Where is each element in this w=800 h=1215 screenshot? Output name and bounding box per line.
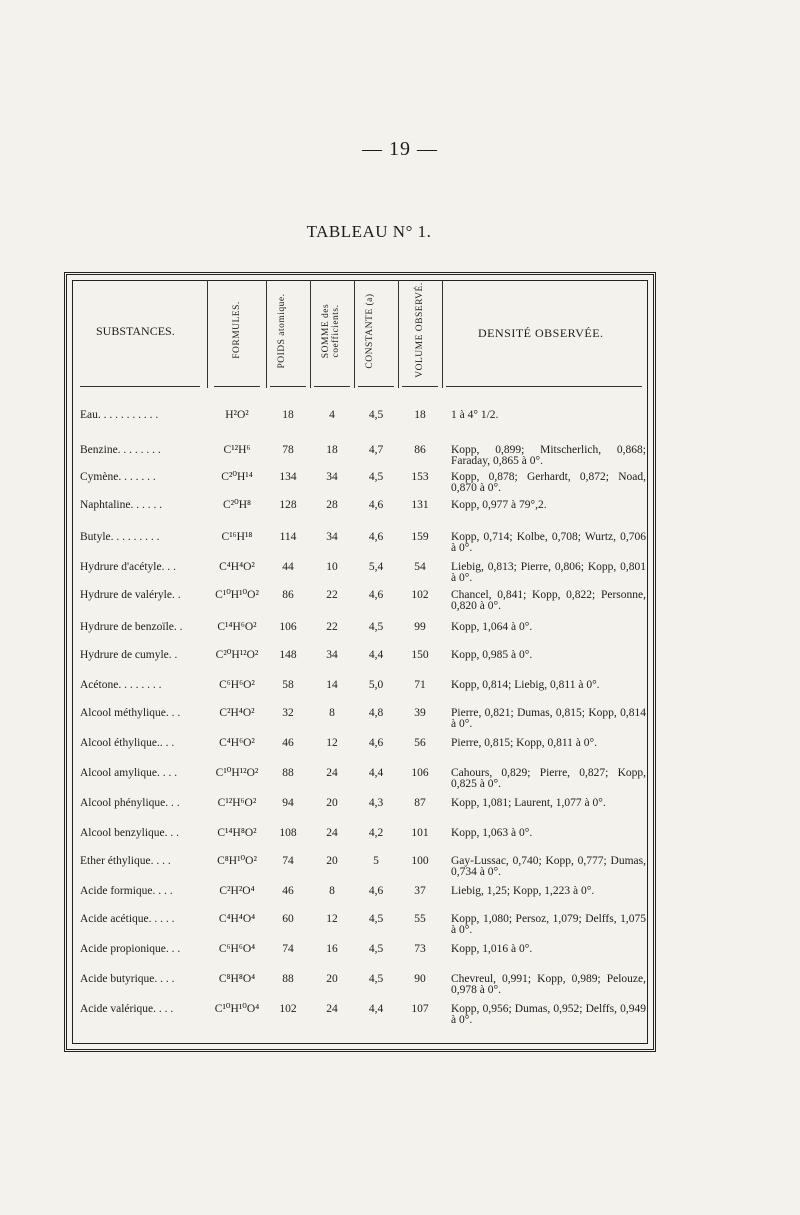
constante-cell: 4,7 (368, 444, 384, 456)
formula-cell: C⁶H⁶O² (219, 679, 255, 691)
formula-cell: C⁴H⁴O⁴ (218, 913, 256, 925)
densite-cell: Kopp, 0,977 à 79°,2. (451, 499, 547, 511)
formula-cell: C¹⁴H⁶O² (217, 621, 257, 633)
table-row (0, 914, 800, 946)
substance-name: Hydrure de cumyle. . (80, 650, 178, 661)
volume-cell: 56 (414, 737, 426, 749)
formula-cell: C⁴H⁴O² (219, 561, 255, 573)
somme-cell: 20 (326, 973, 338, 985)
densite-cell: Liebig, 1,25; Kopp, 1,223 à 0°. (451, 885, 595, 897)
formula-cell: C¹⁶H¹⁸ (221, 531, 253, 543)
densite-cell: Chevreul, 0,991; Kopp, 0,989; Pelouze, 0,978 à 0°. (451, 973, 646, 996)
somme-cell: 4 (329, 409, 335, 421)
formula-cell: C¹⁰H¹²O² (215, 767, 259, 779)
poids-cell: 94 (282, 797, 294, 809)
volume-cell: 153 (411, 471, 429, 483)
formula-cell: C⁴H⁶O² (219, 737, 255, 749)
poids-cell: 60 (282, 913, 294, 925)
poids-cell: 88 (282, 767, 294, 779)
somme-cell: 16 (326, 943, 338, 955)
constante-cell: 4,5 (368, 471, 384, 483)
formula-cell: C²H²O⁴ (219, 885, 255, 897)
constante-cell: 5 (373, 855, 379, 867)
formula-cell: C²H⁴O² (219, 707, 255, 719)
poids-cell: 32 (282, 707, 294, 719)
poids-cell: 78 (282, 444, 294, 456)
poids-cell: 74 (282, 943, 294, 955)
poids-cell: 88 (282, 973, 294, 985)
volume-cell: 54 (414, 561, 426, 573)
formula-cell: C¹²H⁶O² (217, 797, 257, 809)
substance-name: Acide valérique. . . . (80, 1004, 174, 1015)
table-row (0, 974, 800, 1006)
constante-cell: 5,0 (368, 679, 384, 691)
somme-cell: 24 (326, 767, 338, 779)
page-number: — 19 — (362, 138, 438, 160)
volume-cell: 87 (414, 797, 426, 809)
densite-cell: Kopp, 0,714; Kolbe, 0,708; Wurtz, 0,706 à 0°. (451, 531, 646, 554)
substance-name: Naphtaline. . . . . . (80, 500, 163, 511)
poids-cell: 46 (282, 737, 294, 749)
substance-name: Acide acétique. . . . . (80, 914, 175, 925)
volume-cell: 100 (411, 855, 429, 867)
somme-cell: 28 (326, 499, 338, 511)
table-row (0, 500, 800, 532)
table-row (0, 856, 800, 888)
formula-cell: C¹⁰H¹⁰O² (215, 589, 259, 601)
poids-cell: 114 (279, 531, 297, 543)
somme-cell: 10 (326, 561, 338, 573)
poids-cell: 106 (279, 621, 297, 633)
header-constante: CONSTANTE (a) (365, 293, 375, 369)
densite-cell: Kopp, 1,016 à 0°. (451, 943, 533, 955)
somme-cell: 22 (326, 589, 338, 601)
volume-cell: 86 (414, 444, 426, 456)
somme-cell: 14 (326, 679, 338, 691)
poids-cell: 134 (279, 471, 297, 483)
somme-cell: 12 (326, 737, 338, 749)
densite-cell: Kopp, 0,985 à 0°. (451, 649, 533, 661)
constante-cell: 4,5 (368, 621, 384, 633)
formula-cell: H²O² (225, 409, 249, 421)
column-divider (354, 280, 355, 388)
volume-cell: 18 (414, 409, 426, 421)
table-row (0, 944, 800, 976)
substance-name: Eau. . . . . . . . . . . (80, 410, 159, 421)
volume-cell: 99 (414, 621, 426, 633)
substance-name: Éther éthylique. . . . (80, 856, 171, 867)
densite-cell: Kopp, 0,956; Dumas, 0,952; Delffs, 0,949 à 0°. (451, 1003, 646, 1026)
constante-cell: 4,6 (368, 737, 384, 749)
formula-cell: C⁶H⁶O⁴ (218, 943, 256, 955)
substance-name: Butyle. . . . . . . . . (80, 532, 160, 543)
constante-cell: 4,4 (368, 1003, 384, 1015)
header-somme: SOMME des coefficients. (321, 303, 341, 359)
header-formules: FORMULES. (232, 301, 242, 359)
volume-cell: 90 (414, 973, 426, 985)
formula-cell: C¹²H⁶ (223, 444, 251, 456)
somme-cell: 18 (326, 444, 338, 456)
constante-cell: 4,3 (368, 797, 384, 809)
poids-cell: 74 (282, 855, 294, 867)
formula-cell: C⁸H¹⁰O² (217, 855, 257, 867)
somme-cell: 8 (329, 707, 335, 719)
volume-cell: 39 (414, 707, 426, 719)
constante-cell: 4,6 (368, 589, 384, 601)
formula-cell: C²⁰H¹⁴ (221, 471, 253, 483)
volume-cell: 107 (411, 1003, 429, 1015)
constante-cell: 4,5 (368, 943, 384, 955)
volume-cell: 73 (414, 943, 426, 955)
volume-cell: 131 (411, 499, 429, 511)
table-row (0, 708, 800, 740)
substance-name: Benzine. . . . . . . . (80, 445, 161, 456)
volume-cell: 159 (411, 531, 429, 543)
somme-cell: 8 (329, 885, 335, 897)
densite-cell: Kopp, 0,899; Mitscherlich, 0,868; Faraday, 0,865 à 0°. (451, 444, 646, 467)
column-divider (442, 280, 443, 388)
header-poids: POIDS atomique. (277, 293, 287, 369)
poids-cell: 86 (282, 589, 294, 601)
volume-cell: 55 (414, 913, 426, 925)
substance-name: Acide formique. . . . (80, 886, 173, 897)
table-row (0, 590, 800, 622)
substance-name: Hydrure de valéryle. . (80, 590, 181, 601)
table-row (0, 768, 800, 800)
densite-cell: Kopp, 1,063 à 0°. (451, 827, 533, 839)
densite-cell: Kopp, 0,814; Liebig, 0,811 à 0°. (451, 679, 600, 691)
volume-cell: 37 (414, 885, 426, 897)
table-row (0, 798, 800, 830)
header-rule (214, 386, 260, 387)
volume-cell: 71 (414, 679, 426, 691)
formula-cell: C²⁰H⁸ (222, 499, 252, 511)
header-rule (314, 386, 350, 387)
densite-cell: Chancel, 0,841; Kopp, 0,822; Personne, 0,820 à 0°. (451, 589, 646, 612)
column-divider (398, 280, 399, 388)
substance-name: Acide butyrique. . . . (80, 974, 175, 985)
header-rule (80, 386, 200, 387)
densite-cell: Pierre, 0,821; Dumas, 0,815; Kopp, 0,814 à 0°. (451, 707, 646, 730)
densite-cell: Pierre, 0,815; Kopp, 0,811 à 0°. (451, 737, 597, 749)
somme-cell: 34 (326, 471, 338, 483)
constante-cell: 4,6 (368, 499, 384, 511)
constante-cell: 4,5 (368, 973, 384, 985)
poids-cell: 102 (279, 1003, 297, 1015)
header-volume: VOLUME OBSERVÉ. (415, 282, 425, 378)
somme-cell: 34 (326, 531, 338, 543)
somme-cell: 20 (326, 797, 338, 809)
poids-cell: 148 (279, 649, 297, 661)
densite-cell: Liebig, 0,813; Pierre, 0,806; Kopp, 0,801 à 0°. (451, 561, 646, 584)
poids-cell: 128 (279, 499, 297, 511)
substance-name: Alcool phénylique. . . (80, 798, 180, 809)
constante-cell: 4,5 (368, 409, 384, 421)
header-densite: DENSITÉ OBSERVÉE. (478, 326, 604, 340)
constante-cell: 4,8 (368, 707, 384, 719)
substance-name: Acide propionique. . . (80, 944, 181, 955)
volume-cell: 101 (411, 827, 429, 839)
header-substances: SUBSTANCES. (96, 324, 175, 338)
densite-cell: Kopp, 1,064 à 0°. (451, 621, 533, 633)
volume-cell: 150 (411, 649, 429, 661)
volume-cell: 106 (411, 767, 429, 779)
substance-name: Alcool éthylique.. . . (80, 738, 175, 749)
constante-cell: 4,6 (368, 885, 384, 897)
table-row (0, 532, 800, 564)
constante-cell: 4,6 (368, 531, 384, 543)
poids-cell: 108 (279, 827, 297, 839)
somme-cell: 12 (326, 913, 338, 925)
somme-cell: 34 (326, 649, 338, 661)
substance-name: Alcool amylique. . . . (80, 768, 178, 779)
header-rule (358, 386, 394, 387)
densite-cell: Kopp, 0,878; Gerhardt, 0,872; Noad, 0,870 à 0°. (451, 471, 646, 494)
table-title: TABLEAU N° 1. (306, 222, 432, 241)
poids-cell: 18 (282, 409, 294, 421)
somme-cell: 24 (326, 827, 338, 839)
table-row (0, 650, 800, 682)
substance-name: Alcool méthylique. . . (80, 708, 181, 719)
somme-cell: 22 (326, 621, 338, 633)
table-row (0, 738, 800, 770)
volume-cell: 102 (411, 589, 429, 601)
substance-name: Alcool benzylique. . . (80, 828, 180, 839)
substance-name: Acétone. . . . . . . . (80, 680, 162, 691)
constante-cell: 4,5 (368, 913, 384, 925)
header-rule (402, 386, 438, 387)
formula-cell: C¹⁴H⁸O² (217, 827, 257, 839)
densite-cell: Kopp, 1,081; Laurent, 1,077 à 0°. (451, 797, 606, 809)
constante-cell: 4,4 (368, 649, 384, 661)
poids-cell: 46 (282, 885, 294, 897)
column-divider (310, 280, 311, 388)
header-rule (446, 386, 642, 387)
poids-cell: 58 (282, 679, 294, 691)
densite-cell: Kopp, 1,080; Persoz, 1,079; Delffs, 1,075 à 0°. (451, 913, 646, 936)
somme-cell: 24 (326, 1003, 338, 1015)
formula-cell: C²⁰H¹²O² (215, 649, 259, 661)
formula-cell: C⁸H⁸O⁴ (218, 973, 256, 985)
poids-cell: 44 (282, 561, 294, 573)
somme-cell: 20 (326, 855, 338, 867)
densite-cell: 1 à 4° 1/2. (451, 409, 499, 421)
substance-name: Hydrure de benzoïle. . (80, 622, 183, 633)
table-row (0, 410, 800, 442)
substance-name: Hydrure d'acétyle. . . (80, 562, 176, 573)
constante-cell: 4,2 (368, 827, 384, 839)
constante-cell: 4,4 (368, 767, 384, 779)
column-divider (266, 280, 267, 388)
formula-cell: C¹⁰H¹⁰O⁴ (214, 1003, 260, 1015)
densite-cell: Gay-Lussac, 0,740; Kopp, 0,777; Dumas, 0,734 à 0°. (451, 855, 646, 878)
densite-cell: Cahours, 0,829; Pierre, 0,827; Kopp, 0,825 à 0°. (451, 767, 646, 790)
header-rule (270, 386, 306, 387)
column-divider (207, 280, 208, 388)
constante-cell: 5,4 (368, 561, 384, 573)
substance-name: Cymène. . . . . . . (80, 472, 156, 483)
table-row (0, 1004, 800, 1036)
